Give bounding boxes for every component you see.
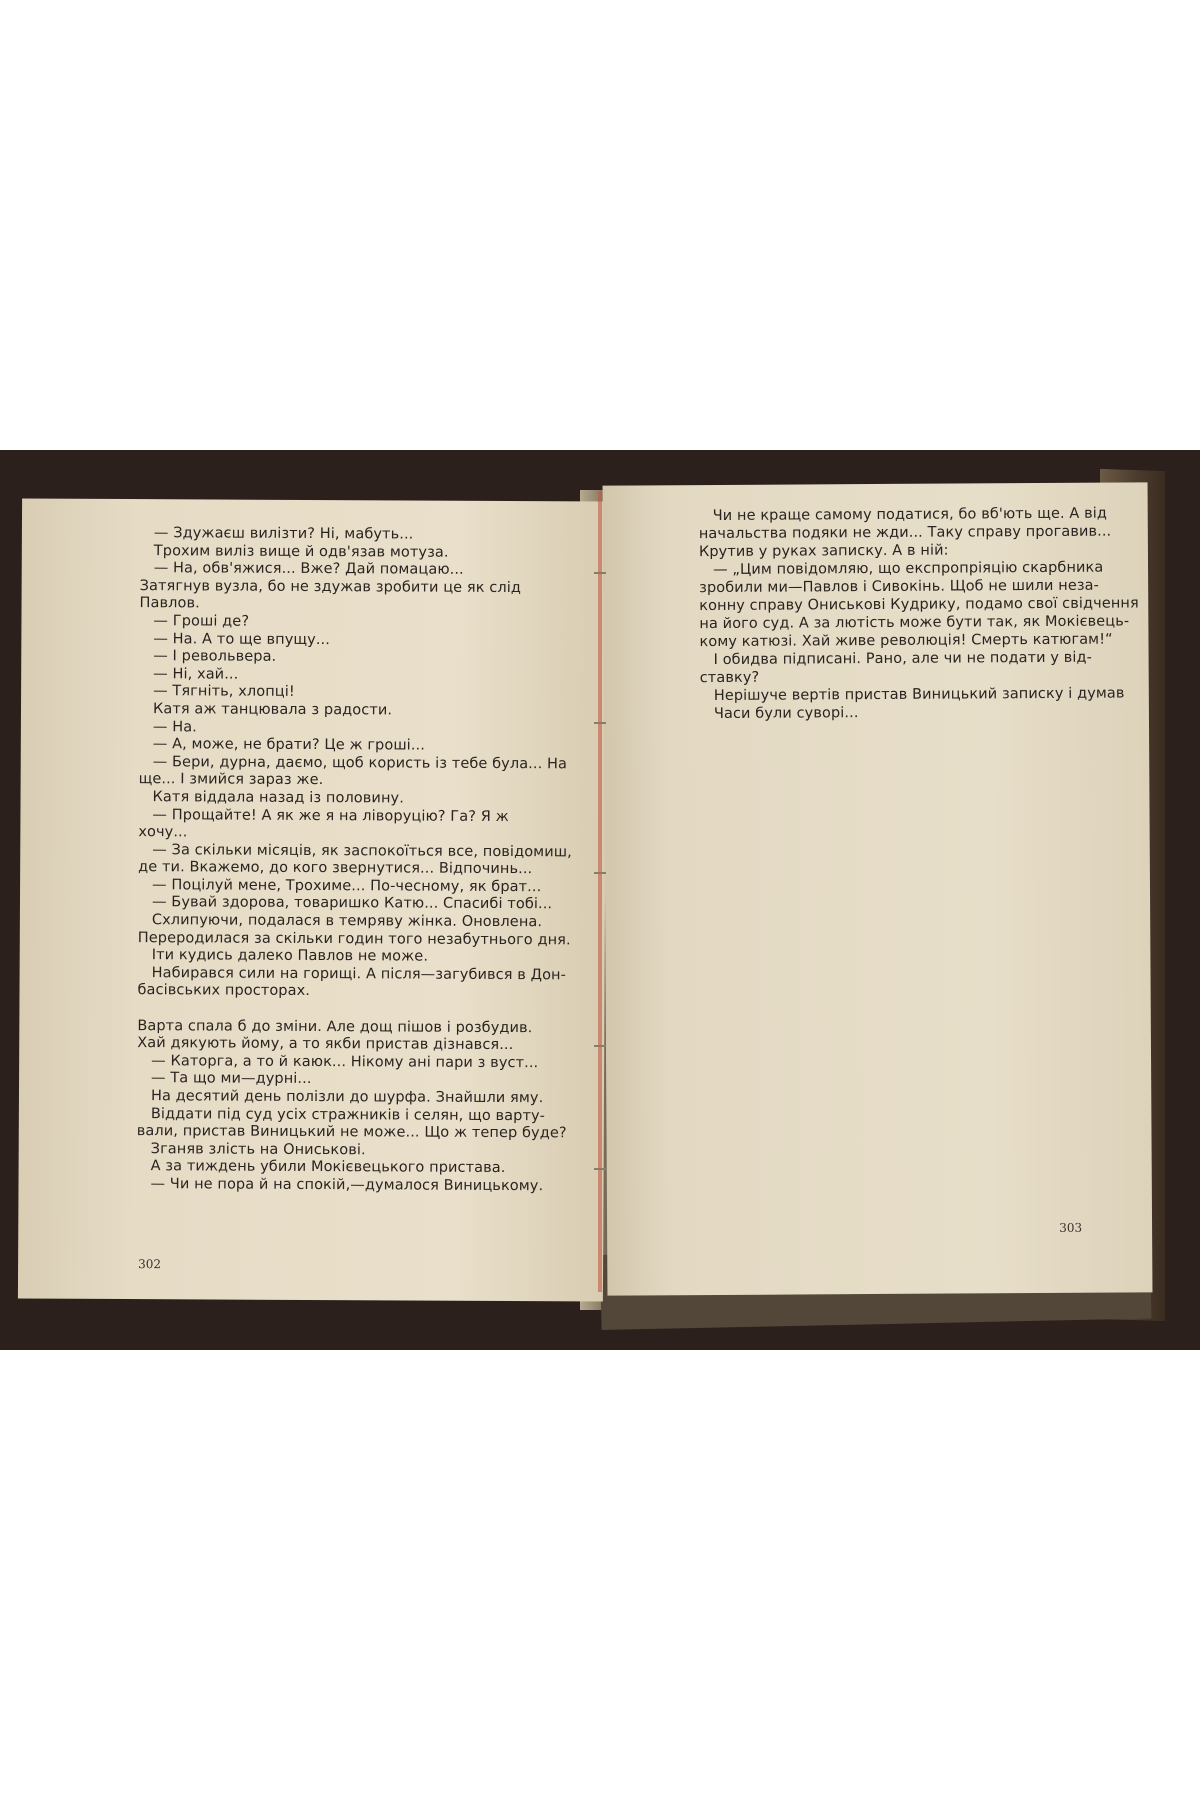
- binding-stitch: [594, 722, 606, 724]
- left-page-text: [136, 525, 572, 1196]
- left-page: [18, 498, 607, 1301]
- text-line: хочу...: [138, 824, 188, 841]
- text-line: ставку?: [699, 669, 760, 687]
- text-line: Іти кудись далеко Павлов не може.: [151, 947, 429, 965]
- text-line: начальства подяки не жди... Таку справу прогавив...: [698, 523, 1112, 543]
- text-line: А за тиждень убили Мокієвецького пристава.: [150, 1158, 506, 1177]
- text-line: конну справу Ониськові Кудрику, подамо свої свідчення: [699, 595, 1139, 615]
- text-line: кому катюзі. Хай живе революція! Смерть катюгам!“: [699, 631, 1113, 651]
- text-line: Затягнув вузла, бо не здужав зробити це як слід: [139, 577, 522, 596]
- text-line: — А, може, не брати? Це ж гроші...: [152, 736, 426, 754]
- right-page: [603, 482, 1153, 1295]
- text-line: — Чи не пора й на спокій,—думалося Виницькому.: [150, 1176, 544, 1195]
- text-line: — Каторга, а то й каюк... Нікому ані пари з вуст...: [151, 1052, 539, 1071]
- text-line: І обидва підписані. Рано, але чи не подати у від-: [713, 649, 1093, 668]
- text-line: — І револьвера.: [153, 648, 277, 665]
- binding-stitch: [594, 872, 606, 874]
- text-line: — На, обв'яжися... Вже? Дай помацаю...: [153, 560, 464, 578]
- text-line: Набирався сили на горищі. А після—загубився в Дон-: [151, 965, 567, 984]
- text-line: зробили ми—Павлов і Сивокінь. Щоб не шили неза-: [699, 577, 1099, 597]
- text-line: — На.: [152, 718, 197, 735]
- text-line: Катя аж танцювала з радости.: [152, 701, 393, 719]
- text-line: — Та що ми—дурні...: [151, 1070, 312, 1088]
- text-line: — Прощайте! А як же я на ліворуцію? Га? Я ж: [152, 806, 509, 825]
- text-line: Павлов.: [139, 595, 200, 612]
- text-line: — Бувай здорова, товаришко Катю... Спасибі тобі...: [151, 894, 553, 913]
- text-line: [137, 1000, 518, 1020]
- page-edge-stain: [598, 492, 602, 1292]
- text-line: ще... І змийся зараз же.: [138, 771, 324, 789]
- text-line: Переродилася за скільки годин того незабутнього дня.: [137, 929, 571, 949]
- binding-stitch: [594, 572, 606, 574]
- text-line: — „Цим повідомляю, що експропріяцію скарбника: [712, 559, 1104, 578]
- text-line: — Гроші де?: [153, 613, 250, 630]
- binding-stitch: [594, 1168, 606, 1170]
- text-line: Схлипуючи, подалася в темряву жінка. Оновлена.: [151, 912, 543, 931]
- text-line: — Ні, хай...: [153, 665, 239, 683]
- text-line: на його суд. А за лютість може бути так, як Мокієвець-: [699, 613, 1130, 633]
- text-line: Часи були суворі...: [713, 705, 859, 722]
- text-line: Зганяв злість на Ониськові.: [150, 1140, 366, 1159]
- text-line: де ти. Вкажемо, до кого звернутися... Відпочинь...: [138, 859, 533, 878]
- binding-stitch: [594, 1045, 606, 1047]
- text-line: Хай дякують йому, а то якби пристав дізнався...: [137, 1035, 514, 1054]
- text-line: Чи не краще самому податися, бо вб'ють ще. А від: [712, 505, 1108, 524]
- text-line: Крутив у руках записку. А в ній:: [698, 542, 949, 561]
- text-line: Трохим виліз вище й одв'язав мотуза.: [153, 542, 449, 561]
- text-line: — На. А то ще впущу...: [153, 630, 331, 648]
- page-number-right: 303: [1059, 1220, 1083, 1235]
- text-line: — Здужаєш вилізти? Ні, мабуть...: [153, 525, 414, 543]
- text-line: Нерішуче вертів пристав Виницький записку і думав: [713, 685, 1125, 704]
- text-line: Катя віддала назад із половину.: [152, 789, 404, 807]
- text-line: басівських просторах.: [137, 982, 311, 1000]
- text-line: На десятий день полізли до шурфа. Знайшли яму.: [150, 1088, 544, 1107]
- text-line: — Бери, дурна, даємо, щоб користь із тебе була... На: [152, 753, 568, 773]
- text-line: Віддати під суд усіх стражників і селян, що варту-: [150, 1105, 546, 1124]
- text-line: Варта спала б до зміни. Але дощ пішов і розбудив.: [137, 1017, 533, 1036]
- text-line: вали, пристав Виницький не може... Що ж тепер буде?: [136, 1123, 567, 1142]
- text-line: — Поцілуй мене, Трохиме... По-чесному, як брат...: [152, 877, 542, 896]
- text-line: — Тягніть, хлопці!: [153, 683, 295, 701]
- right-page-text: [698, 505, 1139, 723]
- text-line: — За скільки місяців, як заспокоїться все, повідомиш,: [152, 841, 572, 861]
- page-number-left: 302: [138, 1257, 162, 1272]
